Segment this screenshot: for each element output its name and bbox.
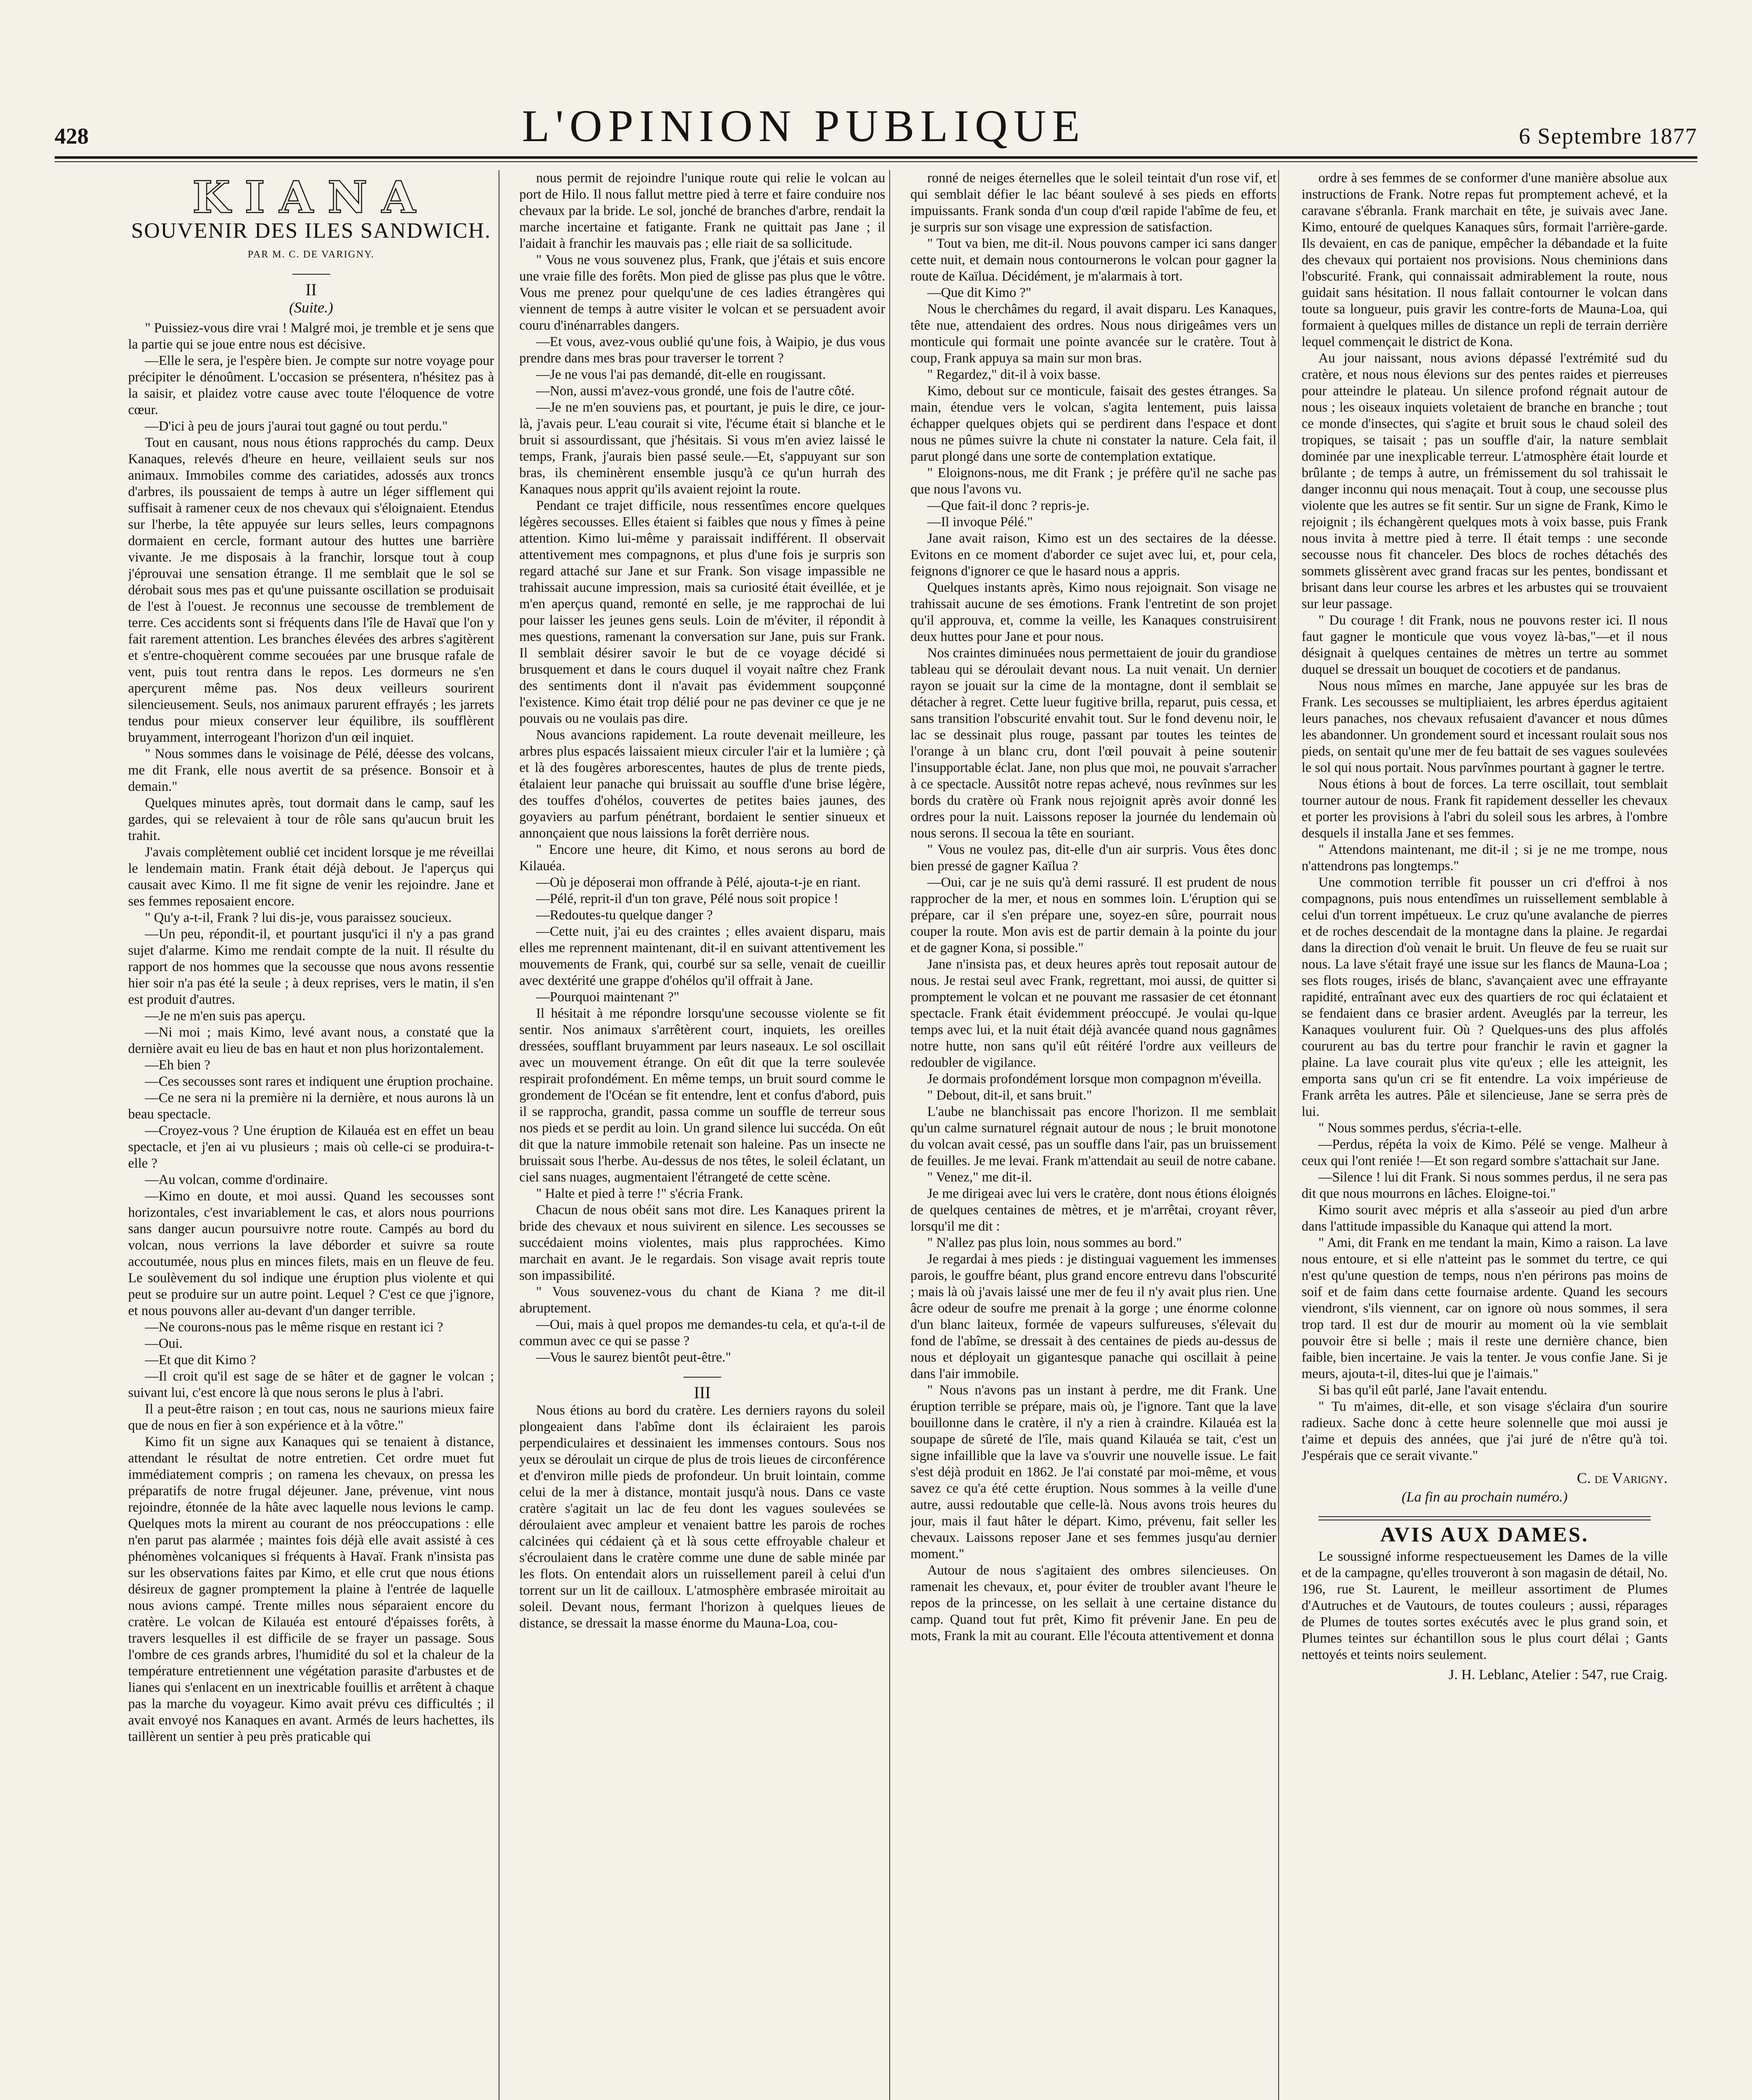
paragraph: L'aube ne blanchissait pas encore l'horizon. Il me semblait qu'un calme surnaturel régnait autour de nous ; le bruit monotone du volcan avait cessé, pas un souffle dans l'air, pas un bruissement de feuilles. Je me levai. Frank m'attendait au seuil de notre cabane.: [910, 1104, 1277, 1168]
paragraph: —Que fait-il donc ? repris-je.: [927, 498, 1090, 513]
author-signature: C. de Varigny.: [1577, 1470, 1668, 1486]
paragraph: " Vous ne vous souvenez plus, Frank, que j'étais et suis encore une vraie fille des forêts. Mon pied de glisse pas plus que le vôtre. Vous me prenez pour quelqu'une de ces ladies étrangères qui viennent de temps à autre visiter le volcan et se persuadent avoir couru d'inénarrables dangers.: [519, 252, 885, 333]
paragraph: " Vous souvenez-vous du chant de Kiana ? me dit-il abruptement.: [519, 1284, 885, 1316]
paragraph: —Non, aussi m'avez-vous grondé, une fois de l'autre côté.: [536, 383, 855, 399]
paragraph: Nous nous mîmes en marche, Jane appuyée sur les bras de Frank. Les secousses se multipliaient, les arbres éperdus agitaient leurs panaches, nos chevaux refusaient d'avancer et nous dûmes les abandonner. Un grondement sourd et incessant roulait sous nos pieds, on sentait qu'une mer de feu battait de ses vagues soulevées le sol qui nous portait. Nous parvînmes pourtant à gagner le tertre.: [1301, 678, 1668, 775]
paragraph: —Ces secousses sont rares et indiquent une éruption prochaine.: [145, 1074, 494, 1089]
paragraph: Tout en causant, nous nous étions rapprochés du camp. Deux Kanaques, relevés d'heure en heure, veillaient seuls sur nos animaux. Immobiles comme des cariatides, adossés aux troncs d'arbres, ils poussaient de temps à autre un léger sifflement qui suffisait à ramener ceux de nos chevaux qui s'éloignaient. Etendus sur l'herbe, la tête appuyée sur leurs selles, leurs compagnons dormaient en cercle, formant autour des huttes une barrière vivante. Je me disposais à la franchir, lorsque tout à coup j'éprouvai une sensation étrange. Il me semblait que le sol se dérobait sous mes pas et qu'une puissante oscillation se produisait de l'est à l'ouest. Je reconnus une secousse de tremblement de terre. Ces accidents sont si fréquents dans l'île de Havaï que l'on y fait rarement attention. Les branches élevées des arbres s'agitèrent et s'entre-choquèrent comme secouées par une brusque rafale de vent, puis tout rentra dans le repos. Les dormeurs ne s'en aperçurent même pas. Nos deux veilleurs sourirent silencieusement. Seuls, nos animaux parurent effrayés ; les jarrets tendus pour mieux conserver leur équilibre, ils soufflèrent bruyamment, interrogeant l'horizon d'un œil inquiet.: [128, 435, 494, 746]
paragraph: Quelques minutes après, tout dormait dans le camp, sauf les gardes, qui se relevaient à tour de rôle sans qu'aucun bruit les trahit.: [128, 795, 494, 844]
notice-title: AVIS AUX DAMES.: [1380, 1522, 1589, 1546]
section-rule: [292, 274, 330, 275]
paragraph: —Je ne vous l'ai pas demandé, dit-elle en rougissant.: [536, 367, 826, 382]
newspaper-title: L'OPINION PUBLIQUE: [522, 101, 1086, 151]
masthead-rule: [55, 156, 1697, 159]
paragraph: —Silence ! lui dit Frank. Si nous sommes perdus, il ne sera pas dit que nous mourrons en lâches. Eloigne-toi.": [1301, 1170, 1668, 1201]
paragraph: Une commotion terrible fit pousser un cri d'effroi à nos compagnons, puis nous entendîmes un ruissellement semblable à celui d'un torrent impétueux. Le cruz qu'une avalanche de pierres et de roches descendait de la montagne dans la plaine. Je regardai dans la direction d'où venait le bruit. Un fleuve de feu se ruait sur nous. La lave s'était frayé une issue sur les flancs de Mauna-Loa ; ses flots rouges, irisés de blanc, s'avançaient avec une effrayante rapidité, entraînant avec eux des quartiers de roc qui éclataient et se fendaient dans ce brasier ardent. Aveuglés par la terreur, les Kanaques voulurent fuir. Où ? Quelques-uns des plus affolés coururent au bas du tertre pour franchir le ravin et gagner la plaine. La lave courait plus vite qu'eux ; elle les atteignit, les emporta sans qu'un cri se fit entendre. La voix impérieuse de Frank arrêta les autres. Pâle et silencieuse, Jane se serra près de lui.: [1301, 875, 1668, 1119]
paragraph: " Tout va bien, me dit-il. Nous pouvons camper ici sans danger cette nuit, et demain nous contournerons le volcan pour gagner la route de Kaïlua. Décidément, je m'alarmais à tort.: [910, 236, 1277, 284]
paragraph: —Pélé, reprit-il d'un ton grave, Pélé nous soit propice !: [536, 891, 838, 906]
paragraph: Il hésitait à me répondre lorsqu'une secousse violente se fit sentir. Nos animaux s'arrêtèrent court, inquiets, les oreilles dressées, soufflant bruyamment par leurs naseaux. Le sol oscillait avec un mouvement étrange. On eût dit que la terre soulevée respirait profondément. En même temps, un bruit sourd comme le grondement de l'Océan se fit entendre, lent et confus d'abord, puis il se rapprocha, grandit, passa comme un souffle de terreur sous nos pieds et se perdit au loin. Un grand silence lui succéda. On eût dit que la nature immobile retenait son haleine. Pas un insecte ne bruissait sous l'herbe. Au-dessus de nos têtes, le soleil éclatant, un ciel sans nuages, augmentaient l'étrangeté de cette scène.: [519, 1006, 885, 1185]
story-subtitle: SOUVENIR DES ILES SANDWICH.: [131, 219, 491, 243]
paragraph: " Ami, dit Frank en me tendant la main, Kimo a raison. La lave nous entoure, et si elle n'atteint pas le sommet du tertre, ce qui n'est qu'une question de temps, nous n'en périrons pas moins de soif et de faim dans cette fournaise ardente. Quand les secours viendront, s'ils viennent, car on ignore où nous sommes, il sera trop tard. Il est dur de mourir au moment où la vie semblait pouvoir être si belle ; mais il reste une dernière chance, bien faible, bien incertaine. Je vais la tenter. Je vous confie Jane. Si je meurs, ajouta-t-il, dites-lui que je l'aimais.": [1301, 1235, 1668, 1381]
paragraph: " Halte et pied à terre !" s'écria Frank.: [536, 1186, 743, 1201]
byline: PAR M. C. DE VARIGNY.: [247, 249, 375, 260]
paragraph: —Ce ne sera ni la première ni la dernière, et nous aurons là un beau spectacle.: [128, 1090, 494, 1122]
issue-date: 6 Septembre 1877: [1519, 123, 1697, 149]
paragraph: —Un peu, répondit-il, et pourtant jusqu'ici il n'y a pas grand sujet d'alarme. Kimo me rendait compte de la nuit. Il résulte du rapport de nos hommes que la secousse que nous avons ressentie hier soir n'a pas été la seule ; à deux reprises, vers le matin, il s'en est produit d'autres.: [128, 927, 494, 1008]
paragraph: Au jour naissant, nous avions dépassé l'extrémité sud du cratère, et nous nous élevions sur des pentes raides et pierreuses pour atteindre le plateau. Un silence profond régnait autour de nous ; les oiseaux inquiets voletaient de branche en branche ; tout ce monde d'insectes, qui s'agite et bruit sous le chaud soleil des tropiques, se taisait ; pas un souffle d'air, la nature semblait dominée par une inexplicable terreur. L'atmosphère était lourde et brûlante ; de temps à autre, un frémissement du sol trahissait le danger inconnu qui nous menaçait. Tout à coup, une secousse plus violente que les autres se fit sentir. Sur un signe de Frank, Kimo le rejoignit ; ils échangèrent quelques mots à voix basse, puis Frank nous invita à mettre pied à terre. Il était temps : une seconde secousse nous fit chanceler. Des blocs de roches détachés des sommets glissèrent avec grand fracas sur les pentes, bondissant et brisant dans leur course les arbres et les arbustes qui se trouvaient sur leur passage.: [1301, 351, 1668, 612]
paragraph: " Venez," me dit-il.: [927, 1170, 1032, 1185]
paragraph: Quelques instants après, Kimo nous rejoignait. Son visage ne trahissait aucune de ses émotions. Frank l'entretint de son projet qu'il approuva, et, comme la veille, les Kanaques construisirent deux huttes pour Jane et pour nous.: [910, 580, 1277, 644]
column-1: [128, 170, 494, 2100]
paragraph: —Eh bien ?: [145, 1058, 210, 1073]
paragraph: —Cette nuit, j'ai eu des craintes ; elles avaient disparu, mais elles me reprennent maintenant, dit-il en suivant attentivement les mouvements de Frank, qui, courbé sur sa selle, venait de cueillir avec dextérité une grappe d'ohélos qu'il offrait à Jane.: [519, 924, 885, 988]
paragraph: Je me dirigeai avec lui vers le cratère, dont nous étions éloignés de quelques centaines de mètres, et je m'arrêtai, croyant rêver, lorsqu'il me dit :: [910, 1186, 1277, 1234]
paragraph: —D'ici à peu de jours j'aurai tout gagné ou tout perdu.": [145, 419, 448, 434]
paragraph: —Croyez-vous ? Une éruption de Kilauéa est en effet un beau spectacle, et j'en ai vu plusieurs ; mais où celle-ci se produira-t-elle ?: [128, 1123, 494, 1171]
paragraph: Si bas qu'il eût parlé, Jane l'avait entendu.: [1318, 1383, 1547, 1398]
paragraph: " Encore une heure, dit Kimo, et nous serons au bord de Kilauéa.: [519, 842, 885, 874]
story-title: KIANA: [192, 171, 430, 223]
notice-signature: J. H. Leblanc, Atelier : 547, rue Craig.: [1448, 1667, 1668, 1683]
paragraph: —Redoutes-tu quelque danger ?: [536, 908, 713, 923]
paragraph: Jane n'insista pas, et deux heures après tout reposait autour de nous. Je restai seul avec Frank, regrettant, moi aussi, de quitter si promptement le volcan et ne pouvant me rassasier de cet étonnant spectacle. Frank était évidemment préoccupé. Je voulai qu-lque temps avec lui, et la nuit était déjà avancée quand nous gagnâmes notre hutte, non sans qu'il eût réitéré l'ordre aux veilleurs de redoubler de vigilance.: [910, 957, 1277, 1070]
to-be-continued: (La fin au prochain numéro.): [1401, 1489, 1568, 1505]
paragraph: —Je ne m'en suis pas aperçu.: [145, 1008, 306, 1024]
column-2-chapter-text: [519, 1402, 885, 1632]
paragraph: —Que dit Kimo ?": [927, 285, 1032, 300]
paragraph: " Du courage ! dit Frank, nous ne pouvons rester ici. Il nous faut gagner le monticule que vous voyez là-bas,"—et il nous désignait à quelques centaines de mètres un tertre au sommet duquel se dressait un bouquet de cocotiers et de pandanus.: [1301, 613, 1668, 677]
paragraph: " Nous sommes dans le voisinage de Pélé, déesse des volcans, me dit Frank, elle nous avertit de sa présence. Bonsoir et à demain.": [128, 746, 494, 795]
masthead: [55, 99, 1697, 149]
paragraph: Kimo fit un signe aux Kanaques qui se tenaient à distance, attendant le résultat de notre entretien. Cet ordre muet fut immédiatement compris ; on ramena les chevaux, on pressa les préparatifs de notre frugal déjeuner. Jane, prévenue, vint nous rejoindre, étonnée de la hâte avec laquelle nous levions le camp. Quelques mots la mirent au courant de nos préoccupations : elle n'en parut pas alarmée ; maintes fois déjà elle avait assisté à ces phénomènes volcaniques si fréquents à Havaï. Frank n'insista pas sur les observations faites par Kimo, et elle crut que nous étions désireux de gagner promptement la plaine à l'entrée de laquelle nous avions campé. Trente milles nous séparaient encore du cratère. Le volcan de Kilauéa est entouré d'épaisses forêts, à travers lesquelles il est difficile de se frayer un passage. Sous l'ombre de ces grands arbres, l'humidité du sol et la chaleur de la température entretiennent une végétation parasite d'arbustes et de lianes qui s'enlacent en un inextricable fouillis et arrêtent à chaque pas la marche du voyageur. Kimo avait prévu ces difficultés ; il avait envoyé nos Kanaques en avant. Armés de leurs hachettes, ils taillèrent un sentier à peu près praticable qui: [128, 1434, 494, 1745]
paragraph: Chacun de nous obéit sans mot dire. Les Kanaques prirent la bride des chevaux et nous suivirent en silence. Les secousses se succédaient moins violentes, mais plus rapprochées. Kimo marchait en avant. Je le regardais. Son visage avait repris toute son impassibilité.: [519, 1202, 885, 1283]
paragraph: Nous étions à bout de forces. La terre oscillait, tout semblait tourner autour de nous. Frank fit rapidement desseller les chevaux et porter les provisions à l'abri du soleil sous les arbres, à l'ombre desquels il installa Jane et ses femmes.: [1301, 777, 1668, 841]
paragraph: —Oui.: [145, 1336, 183, 1352]
column-3-text: [911, 170, 1277, 1644]
paragraph: Nous le cherchâmes du regard, il avait disparu. Les Kanaques, tête nue, attendaient des ordres. Nous nous dirigeâmes vers un monticule qui formait une pointe avancée sur le cratère. Tout à coup, Frank appuya sa main sur mon bras.: [910, 302, 1277, 366]
paragraph: —Il croit qu'il est sage de se hâter et de gagner le volcan ; suivant lui, c'est encore là que nous serons le plus à l'abri.: [128, 1369, 494, 1401]
paragraph: Il a peut-être raison ; en tout cas, nous ne saurions mieux faire que de nous en fier à son expérience et à la vôtre.": [128, 1402, 494, 1433]
paragraph: —Où je déposerai mon offrande à Pélé, ajouta-t-je en riant.: [536, 875, 861, 890]
column-3: [911, 170, 1277, 2100]
paragraph: —Vous le saurez bientôt peut-être.": [536, 1350, 731, 1365]
paragraph: —Et que dit Kimo ?: [145, 1352, 256, 1368]
paragraph: Nous avancions rapidement. La route devenait meilleure, les arbres plus espacés laissaient mieux circuler l'air et la lumière ; çà et là des fougères arborescentes, hautes de plus de trente pieds, étalaient leur panache qui bruissait au souffle d'une brise légère, des touffes d'ohélos, couvertes de petites baies jaunes, des goyaviers au parfum pénétrant, bordaient le sentier sinueux et annonçaient que nous laissions la forêt derrière nous.: [519, 727, 885, 841]
article-columns: [128, 170, 1668, 2100]
chapter-number: III: [693, 1383, 711, 1402]
paragraph: " N'allez pas plus loin, nous sommes au bord.": [927, 1235, 1182, 1250]
section-rule: [683, 1377, 721, 1378]
paragraph: " Regardez," dit-il à voix basse.: [927, 367, 1101, 382]
paragraph: —Kimo en doute, et moi aussi. Quand les secousses sont horizontales, c'est invariablement le cas, et alors nous pourrions sans danger aucun poursuivre notre route. Campés au bord du volcan, nous verrions la lave déborder et suivre sa route accoutumée, nous plus en minces filets, mais en un fleuve de feu. Le soulèvement du sol indique une éruption plus violente et qui peut se produire sur un autre point. Lequel ? C'est ce que j'ignore, et nous pouvons aller au-devant d'un danger terrible.: [128, 1189, 494, 1319]
masthead-rule-thin: [55, 161, 1697, 162]
chapter-number: II: [305, 280, 317, 299]
section-rule: [1319, 1516, 1651, 1520]
paragraph: Nos craintes diminuées nous permettaient de jouir du grandiose tableau qui se déroulait devant nous. La nuit venait. Un dernier rayon se jouait sur la cime de la montagne, dont il semblait se détacher à regret. Cette lueur fugitive brilla, reparut, puis cessa, et sans transition l'obscurité envahit tout. Sur le fond devenu noir, le lac se dessinait plus rouge, passant par toutes les teintes de l'orange à un blanc cru, dont l'œil pouvait à peine soutenir l'insupportable éclat. Jane, non plus que moi, ne pouvait s'arracher à ce spectacle. Aussitôt notre repas achevé, nous revînmes sur les bords du cratère où Frank nous rejoignit après avoir donné les ordres pour la nuit. Laissons reposer la journée du lendemain où nous serons. Il secoua la tête en souriant.: [910, 646, 1277, 841]
paragraph: " Vous ne voulez pas, dit-elle d'un air surpris. Vous êtes donc bien pressé de gagner Kaïlua ?: [910, 842, 1277, 874]
paragraph: " Tu m'aimes, dit-elle, et son visage s'éclaira d'un sourire radieux. Sache donc à cette heure solennelle que moi aussi je t'aime et depuis des années, que j'ai juré de n'être qu'à toi. J'espérais que ce serait vivante.": [1301, 1399, 1668, 1463]
paragraph: Nous étions au bord du cratère. Les derniers rayons du soleil plongeaient dans l'abîme dont ils éclairaient les parois perpendiculaires et dessinaient les immenses contours. Sous nos yeux se déroulait un cirque de plus de trois lieues de circonférence et d'environ mille pieds de profondeur. Un bruit lointain, comme celui de la mer à distance, montait jusqu'à nous. Dans ce vaste cratère s'agitait un lac de feu dont les vagues soulevées se déroulaient avec ampleur et venaient battre les parois de roches calcinées qui cédaient çà et là sous cette effroyable chaleur et s'écroulaient dans le cratère comme une dune de sable minée par les flots. On entendait alors un ruissellement pareil à celui d'un torrent sur un lit de cailloux. L'atmosphère embrasée miroitait au soleil. Devant nous, fermant l'horizon à quelques lieues de distance, se dressait la masse énorme du Mauna-Loa, cou-: [519, 1403, 885, 1631]
paragraph: " Nous sommes perdus, s'écria-t-elle.: [1318, 1121, 1522, 1136]
paragraph: " Eloignons-nous, me dit Frank ; je préfère qu'il ne sache pas que nous l'avons vu.: [910, 465, 1277, 497]
page-number: 428: [55, 123, 89, 149]
paragraph: —Pourquoi maintenant ?": [536, 990, 680, 1005]
paragraph: " Attendons maintenant, me dit-il ; si je ne me trompe, nous n'attendrons pas longtemps.": [1301, 842, 1668, 874]
paragraph: Kimo sourit avec mépris et alla s'asseoir au pied d'un arbre dans l'attitude impassible du Kanaque qui attend la mort.: [1301, 1202, 1668, 1234]
paragraph: Autour de nous s'agitaient des ombres silencieuses. On ramenait les chevaux, et, pour éviter de troubler avant l'heure le repos de la princesse, on les sellait à une certaine distance du camp. Quand tout fut prêt, Kimo fit prévenir Jane. En peu de mots, Frank la mit au courant. Elle l'écouta attentivement et donna: [910, 1563, 1277, 1643]
paragraph: " Nous n'avons pas un instant à perdre, me dit Frank. Une éruption terrible se prépare, mais où, je l'ignore. Tant que la lave bouillonne dans le cratère, il n'y a rien à craindre. Kilauéa est la soupape de sûreté de l'île, mais quand Kilauéa se tait, c'est un signe infaillible que la lave va s'ouvrir une nouvelle issue. Le fait s'est déjà produit en 1862. Je l'ai constaté par moi-même, et vous savez ce qu'a été cette éruption. Nous sommes à la veille d'une autre, aussi redoutable que celle-là. Nous avons trois heures du jour, mais il faut hâter le départ. Kimo, prévenu, fait seller les chevaux. Laissons reposer Jane et ses femmes jusqu'au dernier moment.": [910, 1383, 1277, 1562]
paragraph: —Oui, mais à quel propos me demandes-tu cela, et qu'a-t-il de commun avec ce qui se passe ?: [519, 1317, 885, 1349]
paragraph: ordre à ses femmes de se conformer d'une manière absolue aux instructions de Frank. Notre repas fut promptement achevé, et la caravane s'ébranla. Frank marchait en tête, je suivais avec Jane. Kimo, entouré de quelques Kanaques sûrs, formait l'arrière-garde. Ils devaient, en cas de panique, empêcher la débandade et la fuite des chevaux qui portaient nos provisions. Nous cheminions dans l'obscurité. Frank, qui connaissait admirablement la route, nous guidait sans hésitation. Il nous fallait contourner le volcan dans toute sa longueur, puis gravir les contre-forts de Mauna-Loa, qui formaient à quelques milles de distance un repli de terrain derrière lequel commençait le district de Kona.: [1301, 171, 1668, 349]
paragraph: nous permit de rejoindre l'unique route qui relie le volcan au port de Hilo. Il nous fallut mettre pied à terre et faire conduire nos chevaux par la bride. Le sol, jonché de branches d'arbre, rendait la marche incertaine et fatigante. Frank ne quittait pas Jane ; il l'aidait à franchir les mauvais pas ; elle riait de sa sollicitude.: [519, 171, 885, 251]
paragraph: Kimo, debout sur ce monticule, faisait des gestes étranges. Sa main, étendue vers le volcan, s'agita lentement, puis laissa échapper quelques objets qui se perdirent dans l'espace et dont nous ne pûmes suivre la chute ni constater la nature. Cela fait, il parut plongé dans une sorte de contemplation extatique.: [910, 383, 1277, 464]
paragraph: —Il invoque Pélé.": [927, 514, 1033, 530]
column-2-text: [519, 170, 885, 1366]
paragraph: —Elle le sera, je l'espère bien. Je compte sur notre voyage pour précipiter le dénoûment. L'occasion se présentera, n'hésitez pas à la saisir, et plaidez votre cause avec toute l'éloquence de votre cœur.: [128, 353, 494, 418]
paragraph: Pendant ce trajet difficile, nous ressentîmes encore quelques légères secousses. Elles étaient si faibles que nous y fîmes à peine attention. Kimo lui-même y paraissait indifférent. Il observait attentivement mes compagnons, et plus d'une fois je surpris son regard attaché sur Jane et sur Frank. Son visage impassible ne trahissait aucune impression, mais sa curiosité était éveillée, et je m'en aperçus quand, remonté en selle, je me rapprochai de lui pour laisser les jeunes gens seuls. Loin de m'éviter, il répondit à mes questions, ramenant la conversation sur Jane, puis sur Frank. Il semblait désirer savoir le but de ce voyage décidé si brusquement et dans le cours duquel il voyait naître chez Frank des sentiments dont il n'avait pas évidemment soupçonné l'existence. Kimo était trop délié pour ne pas deviner ce que je ne pouvais ou ne voulais pas dire.: [519, 498, 885, 726]
paragraph: —Je ne m'en souviens pas, et pourtant, je puis le dire, ce jour-là, j'avais peur. L'eau courait si vite, l'écume était si blanche et le bruit si assourdissant, que j'hésitais. Si vous m'en aviez laissé le temps, Frank, j'aurais bien passé seule.—Et, s'appuyant sur son bras, ils cheminèrent ensemble jusqu'à ce qu'un hurrah des Kanaques nous apprit qu'ils avaient rejoint la route.: [519, 400, 885, 497]
paragraph: —Au volcan, comme d'ordinaire.: [145, 1172, 328, 1188]
paragraph: —Perdus, répéta la voix de Kimo. Pélé se venge. Malheur à ceux qui l'ont reniée !—Et son regard sombre s'attachait sur Jane.: [1301, 1137, 1668, 1168]
paragraph: —Ne courons-nous pas le même risque en restant ici ?: [145, 1320, 444, 1335]
paragraph: —Et vous, avez-vous oublié qu'une fois, à Waipio, je dus vous prendre dans mes bras pour traverser le torrent ?: [519, 334, 885, 366]
continued-label: (Suite.): [289, 299, 334, 316]
paragraph: " Debout, dit-il, et sans bruit.": [927, 1088, 1092, 1103]
paragraph: J'avais complètement oublié cet incident lorsque je me réveillai le lendemain matin. Frank était déjà debout. Je l'aperçus qui causait avec Kimo. Il me fit signe de venir les rejoindre. Jane et ses femmes reposaient encore.: [128, 845, 494, 909]
paragraph: ronné de neiges éternelles que le soleil teintait d'un rose vif, et qui semblait défier le lac béant soulevé à ses pieds en efforts impuissants. Frank sonda d'un coup d'œil rapide l'abîme de feu, et je surpris sur son visage une expression de satisfaction.: [910, 171, 1277, 235]
column-1-text: [128, 320, 494, 1745]
column-2: [519, 170, 885, 2100]
column-4: [1302, 170, 1668, 2100]
paragraph: " Qu'y a-t-il, Frank ? lui dis-je, vous paraissez soucieux.: [145, 910, 452, 926]
paragraph: —Oui, car je ne suis qu'à demi rassuré. Il est prudent de nous rapprocher de la mer, et nous en sommes loin. L'éruption qui se prépare, car il s'en prépare une, soyez-en sûre, pourrait nous couper la route. Mon avis est de partir demain à la pointe du jour et de gagner Kona, si possible.": [910, 875, 1277, 956]
column-4-text: [1302, 170, 1668, 1464]
paragraph: Je regardai à mes pieds : je distinguai vaguement les immenses parois, le gouffre béant, plus grand encore entrevu dans l'obscurité ; mais là où j'avais laissé une mer de feu il n'y avait plus rien. Une âcre odeur de soufre me prenait à la gorge ; une énorme colonne d'un blanc laiteux, formée de vapeurs sulfureuses, s'élevait du fond de l'abîme, se dressait à des centaines de pieds au-dessus de nous et déployait un gigantesque panache qui oscillait à peine dans l'air immobile.: [910, 1252, 1277, 1381]
paragraph: Jane avait raison, Kimo est un des sectaires de la déesse. Evitons en ce moment d'aborder ce sujet avec lui, et, pour cela, feignons d'ignorer ce que le hasard nous a appris.: [910, 531, 1277, 579]
notice-body: Le soussigné informe respectueusement les Dames de la ville et de la campagne, qu'elles trouveront à son magasin de détail, No. 196, rue St. Laurent, le meilleur assortiment de Plumes d'Autruches et de Vautours, de toutes couleurs ; aussi, réparages de Plumes de toutes sortes exécutés avec le plus grand soin, et Plumes teintes sur échantillon sous le plus court délai ; Gants nettoyés et teints noirs seulement.: [1301, 1549, 1668, 1662]
paragraph: —Ni moi ; mais Kimo, levé avant nous, a constaté que la dernière avait eu lieu de bas en haut et non plus horizontalement.: [128, 1025, 494, 1057]
paragraph: Je dormais profondément lorsque mon compagnon m'éveilla.: [927, 1071, 1262, 1087]
paragraph: " Puissiez-vous dire vrai ! Malgré moi, je tremble et je sens que la partie qui se joue entre nous est décisive.: [128, 320, 494, 352]
